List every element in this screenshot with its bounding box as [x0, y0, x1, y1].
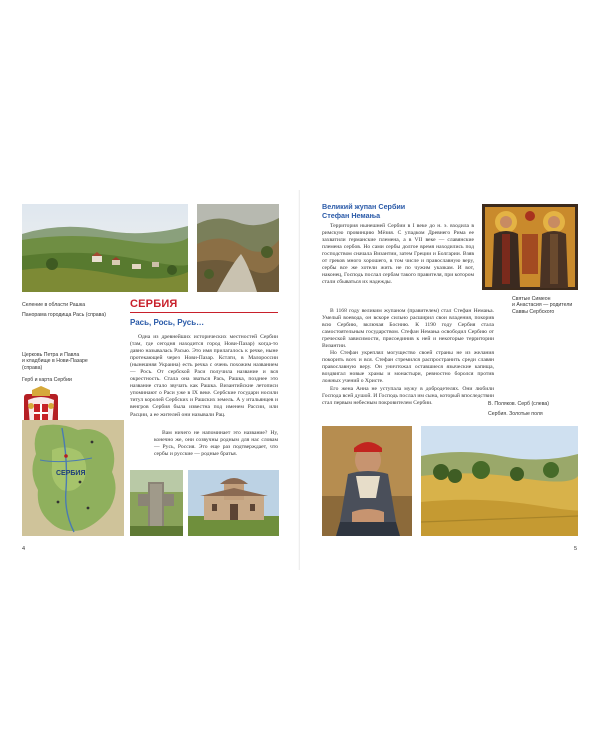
serb-portrait-painting [322, 426, 412, 536]
golden-fields-photo [421, 426, 578, 536]
right-page [300, 0, 600, 750]
section-subtitle: Рась, Рось, Русь… [130, 318, 205, 327]
fields-caption: Сербия. Золотые поля [488, 411, 543, 417]
right-paragraph-1: Территория нынешней Сербии в I веке до н. э. входила в римскую провинцию Мёзия. С упадком Древнего Рима ее захватили германские племена, а в VII веке — славянские племена сербов. Но сами сербы долгое время находились под господством сначала Византии, затем Греции и Болгарии. Взяв от греков много хорошего, в том числе и православную веру, сербы все же хотели жить не по чужим указкам. И вот, наконец, Господь послал сербам такого правителя, при котором стали сбываться их надежды. [322, 223, 474, 286]
map-country-label: СЕРБИЯ [56, 470, 86, 477]
stone-cross-photo [130, 470, 183, 536]
right-paragraph-3: Но Стефан укреплял могущество своей страны не из желания покорить всех и вся. Стефан стремился распространить среди славян православную веру. Он уничтожал оставшиеся языческие капища, воздвигал новые храмы и монастыри, ревностно боролся против ложных учений о Христе. [322, 350, 494, 385]
portrait-caption: В. Поляков. Серб (слева) [488, 401, 550, 407]
left-paragraph-2: Вам ничего не напоминает это название? Ну, конечно же, они созвучны родным для нас словам — Русь, Россия. Это еще раз подтверждает, что сербы и русские — родные братья. [154, 430, 278, 458]
church-caption: Церковь Петра и Павла и кладбище в Нови-Пазаре (справа) [22, 352, 88, 371]
right-body-text-1 [322, 223, 474, 286]
right-page-number: 5 [574, 546, 578, 552]
section-title: СЕРБИЯ [130, 298, 178, 310]
left-body-text-2 [154, 430, 278, 458]
right-paragraph-4: Его жена Анна не уступала мужу в добродетелях. Они любили Господа всей душой. И Господь послал им сына, который впоследствии стал первым небесным покровителем Сербии. [322, 385, 494, 406]
village-landscape-photo [22, 204, 188, 292]
right-body-text-2 [322, 308, 494, 407]
left-body-text [130, 334, 278, 419]
ras-fortress-panorama-photo [197, 204, 279, 292]
left-page-number: 4 [22, 546, 26, 552]
church-of-peter-and-paul-photo [188, 470, 279, 536]
panorama-caption: Панорама городища Рась (справа) [22, 312, 106, 318]
right-paragraph-2: В 1168 году великим жупаном (правителем) стал Стефан Немања. Умелый воевода, он вскоре сильно расширил свои владения, покорив всю Сербию, включая Боснию. К 1190 году Сербия стала самостоятельным государством. Стефан Немања освободил Сербию от греческой зависимости, присоединив к ней и некоторые территории Византии. [322, 308, 494, 350]
village-caption: Селение в области Рашка [22, 302, 86, 308]
section-title-rule [130, 312, 278, 313]
right-heading: Великий жупан Сербии Стефан Немања [322, 202, 406, 220]
serbia-map-image [22, 420, 124, 536]
saints-icon-image [482, 204, 578, 290]
saints-icon-caption: Святые Симеон и Анастасия — родители Саввы Сербского [512, 296, 573, 315]
left-paragraph-1: Одна из древнейших исторических местностей Сербии (там, где сегодня находится город Нови-Пазар) когда-то давно называлась Расью. Это имя прилагалось к речке, ныне протекающей через Нови-Пазар. Кстати, в Малороссии (нынешняя Украина) есть речка с очень похожим названием — Рось. От сербской Раси получила название и вся окрестность. Стала она зваться Рась, Рашка, позднее это название стало звучать как Рашка. Византийские летописи упоминают о Раси уже в IX веке. Сербские государи носили титул королей Сербских и Рашских земель. А у итальянцев и венгров Сербия была известна под именем Рассии, или Расции, а ее жителей они называли Рац. [130, 334, 278, 418]
coat-map-caption: Герб и карта Сербии [22, 377, 72, 383]
